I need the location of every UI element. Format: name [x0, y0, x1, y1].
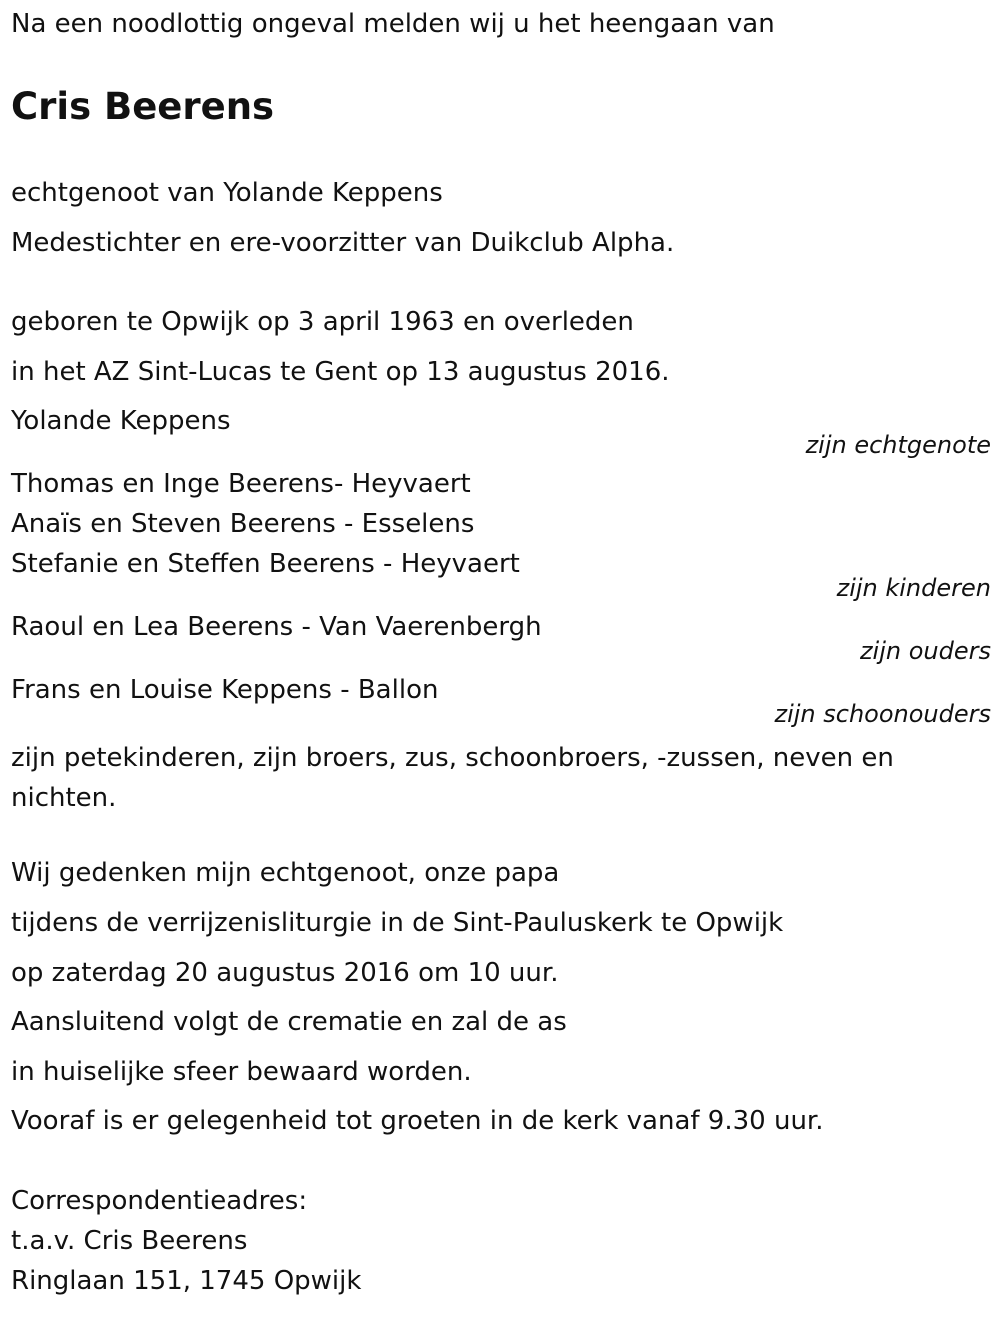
- birth-line: geboren te Opwijk op 3 april 1963 en overleden: [11, 307, 634, 337]
- ceremony-line: in huiselijke sfeer bewaard worden.: [11, 1057, 472, 1087]
- correspondence-attention: t.a.v. Cris Beerens: [11, 1226, 248, 1256]
- ceremony-line: op zaterdag 20 augustus 2016 om 10 uur.: [11, 958, 559, 988]
- child-name: Anaïs en Steven Beerens - Esselens: [11, 509, 475, 539]
- spouse-name: Yolande Keppens: [11, 406, 231, 436]
- spouse-detail: echtgenoot van Yolande Keppens: [11, 178, 443, 208]
- ceremony-line: Vooraf is er gelegenheid tot groeten in de kerk vanaf 9.30 uur.: [11, 1106, 824, 1136]
- ceremony-line: Aansluitend volgt de crematie en zal de as: [11, 1007, 567, 1037]
- deceased-name: Cris Beerens: [11, 85, 275, 128]
- child-name: Stefanie en Steffen Beerens - Heyvaert: [11, 549, 520, 579]
- parents-name: Raoul en Lea Beerens - Van Vaerenbergh: [11, 612, 542, 642]
- spouse-role: zijn echtgenote: [805, 431, 991, 459]
- children-role: zijn kinderen: [836, 574, 991, 602]
- ceremony-line: Wij gedenken mijn echtgenoot, onze papa: [11, 858, 560, 888]
- child-name: Thomas en Inge Beerens- Heyvaert: [11, 469, 471, 499]
- club-detail: Medestichter en ere-voorzitter van Duikclub Alpha.: [11, 228, 675, 258]
- parents-role: zijn ouders: [859, 637, 991, 665]
- death-line: in het AZ Sint-Lucas te Gent op 13 augustus 2016.: [11, 357, 670, 387]
- other-relatives: zijn petekinderen, zijn broers, zus, schoonbroers, -zussen, neven en nichten.: [11, 743, 894, 813]
- correspondence-address: Ringlaan 151, 1745 Opwijk: [11, 1266, 362, 1296]
- intro-text: Na een noodlottig ongeval melden wij u het heengaan van: [11, 9, 775, 39]
- ceremony-line: tijdens de verrijzenisliturgie in de Sint-Pauluskerk te Opwijk: [11, 908, 784, 938]
- in-laws-role: zijn schoonouders: [774, 700, 991, 728]
- in-laws-name: Frans en Louise Keppens - Ballon: [11, 675, 439, 705]
- correspondence-heading: Correspondentieadres:: [11, 1186, 308, 1216]
